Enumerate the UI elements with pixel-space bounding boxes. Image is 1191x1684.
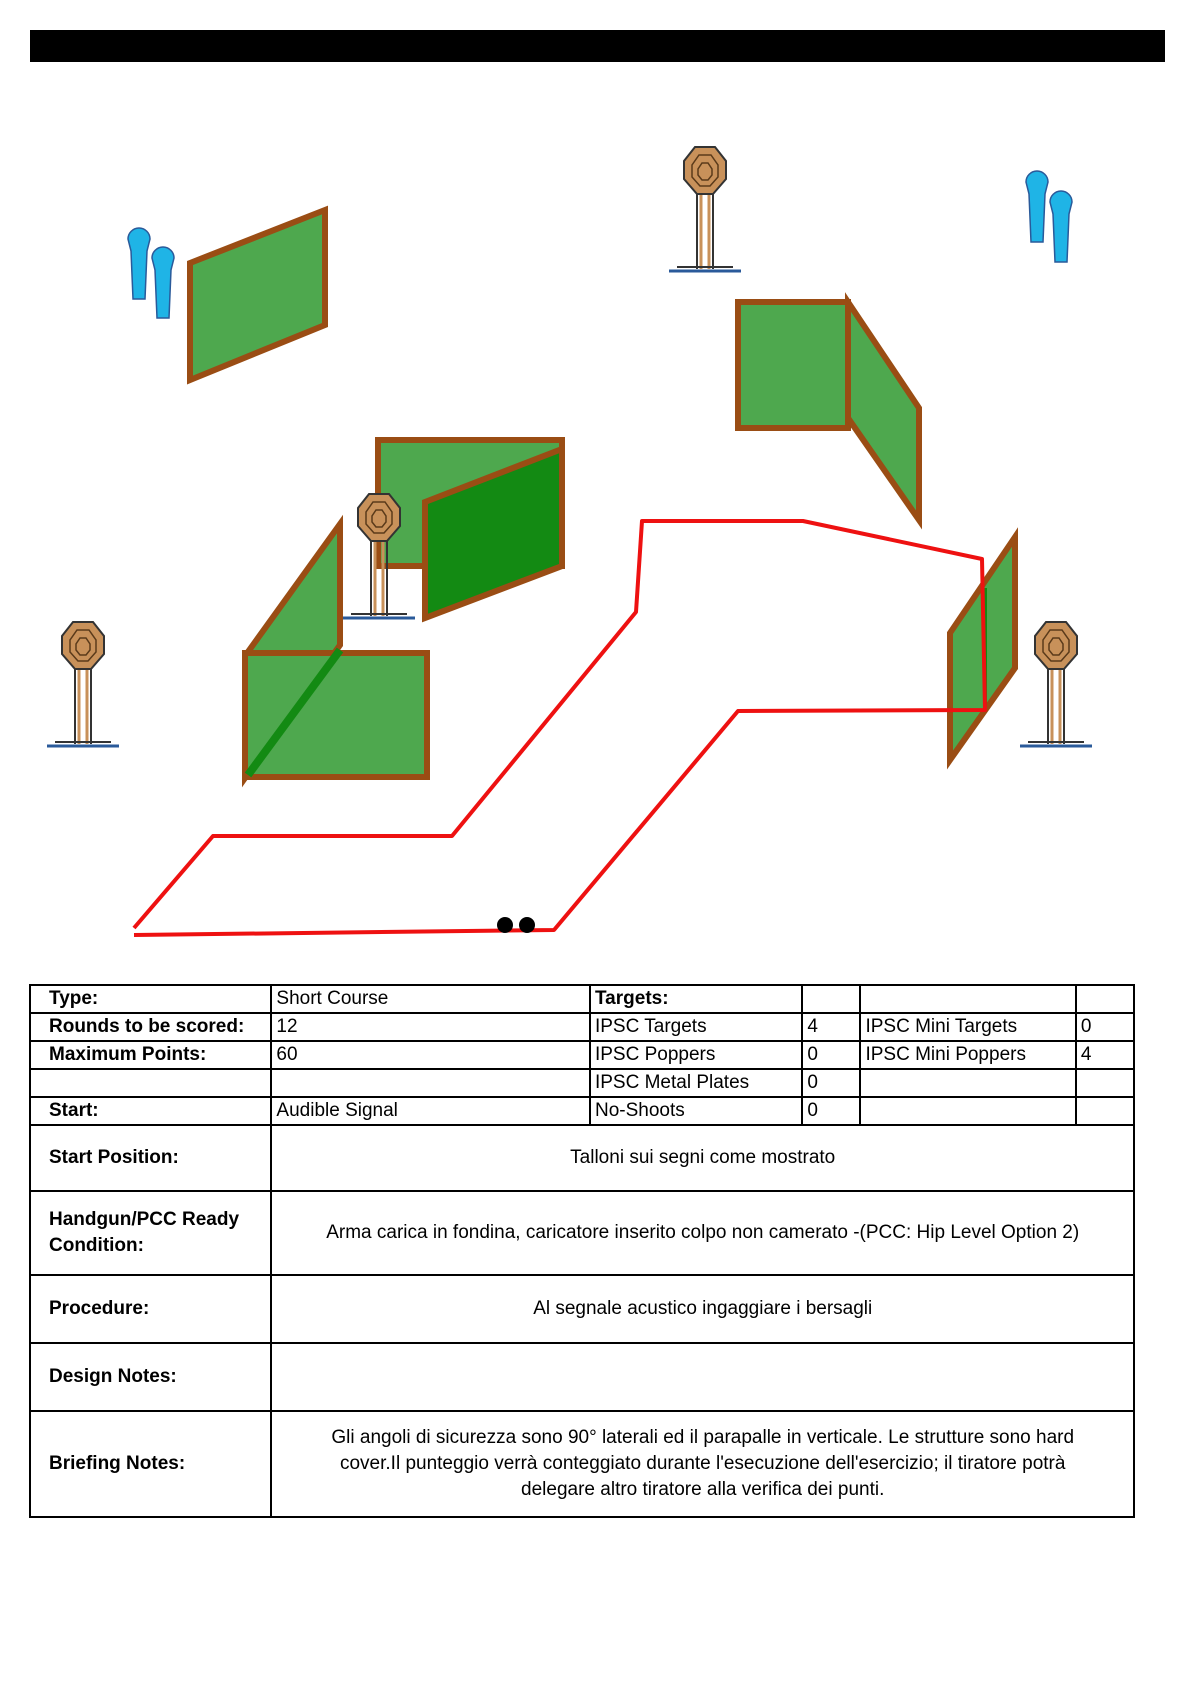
design-notes-label: Design Notes: — [30, 1343, 271, 1411]
ipsc-targets-label: IPSC Targets — [590, 1013, 802, 1041]
ipsc-target-right — [1020, 622, 1092, 746]
design-notes-value — [271, 1343, 1134, 1411]
wall-top-left — [190, 210, 325, 380]
mini-popper-left-2 — [152, 247, 174, 318]
wall-left-front — [245, 653, 427, 777]
briefing-notes-label: Briefing Notes: — [30, 1411, 271, 1517]
ipsc-target-top-center — [669, 147, 741, 271]
start-position-label: Start Position: — [30, 1125, 271, 1191]
ipsc-target-left — [47, 622, 119, 746]
procedure-label: Procedure: — [30, 1275, 271, 1343]
procedure-value: Al segnale acustico ingaggiare i bersagli — [271, 1275, 1134, 1343]
ipsc-mini-poppers-value: 4 — [1076, 1041, 1134, 1069]
type-label: Type: — [30, 985, 271, 1013]
stage-info-table — [29, 984, 1135, 1518]
ipsc-targets-value: 4 — [802, 1013, 860, 1041]
rounds-value: 12 — [271, 1013, 590, 1041]
max-points-label: Maximum Points: — [30, 1041, 271, 1069]
ipsc-mini-targets-value: 0 — [1076, 1013, 1134, 1041]
max-points-value: 60 — [271, 1041, 590, 1069]
start-label: Start: — [30, 1097, 271, 1125]
type-value: Short Course — [271, 985, 590, 1013]
wall-top-right-angled — [848, 302, 919, 520]
wall-top-right-front — [738, 302, 848, 428]
ipsc-metal-plates-label: IPSC Metal Plates — [590, 1069, 802, 1097]
ready-condition-value: Arma carica in fondina, caricatore inserito colpo non camerato -(PCC: Hip Level Option 2) — [271, 1191, 1134, 1275]
ipsc-poppers-label: IPSC Poppers — [590, 1041, 802, 1069]
ipsc-poppers-value: 0 — [802, 1041, 860, 1069]
mini-popper-left-1 — [128, 228, 150, 299]
ipsc-mini-targets-label: IPSC Mini Targets — [860, 1013, 1075, 1041]
no-shoots-label: No-Shoots — [590, 1097, 802, 1125]
mini-popper-right-1 — [1026, 171, 1048, 242]
rounds-label: Rounds to be scored: — [30, 1013, 271, 1041]
no-shoots-value: 0 — [802, 1097, 860, 1125]
ipsc-metal-plates-value: 0 — [802, 1069, 860, 1097]
ipsc-mini-poppers-label: IPSC Mini Poppers — [860, 1041, 1075, 1069]
mini-popper-right-2 — [1050, 191, 1072, 262]
ready-condition-label: Handgun/PCC Ready Condition: — [30, 1191, 271, 1275]
targets-header: Targets: — [590, 985, 802, 1013]
start-value: Audible Signal — [271, 1097, 590, 1125]
start-position-value: Talloni sui segni come mostrato — [271, 1125, 1134, 1191]
briefing-notes-value: Gli angoli di sicurezza sono 90° laterali ed il parapalle in verticale. Le strutture sono hard cover.Il punteggio verrà conteggiato durante l'esecuzione dell'esercizio; il tiratore potrà delegare altro tiratore alla verifica dei punti. — [271, 1411, 1134, 1517]
